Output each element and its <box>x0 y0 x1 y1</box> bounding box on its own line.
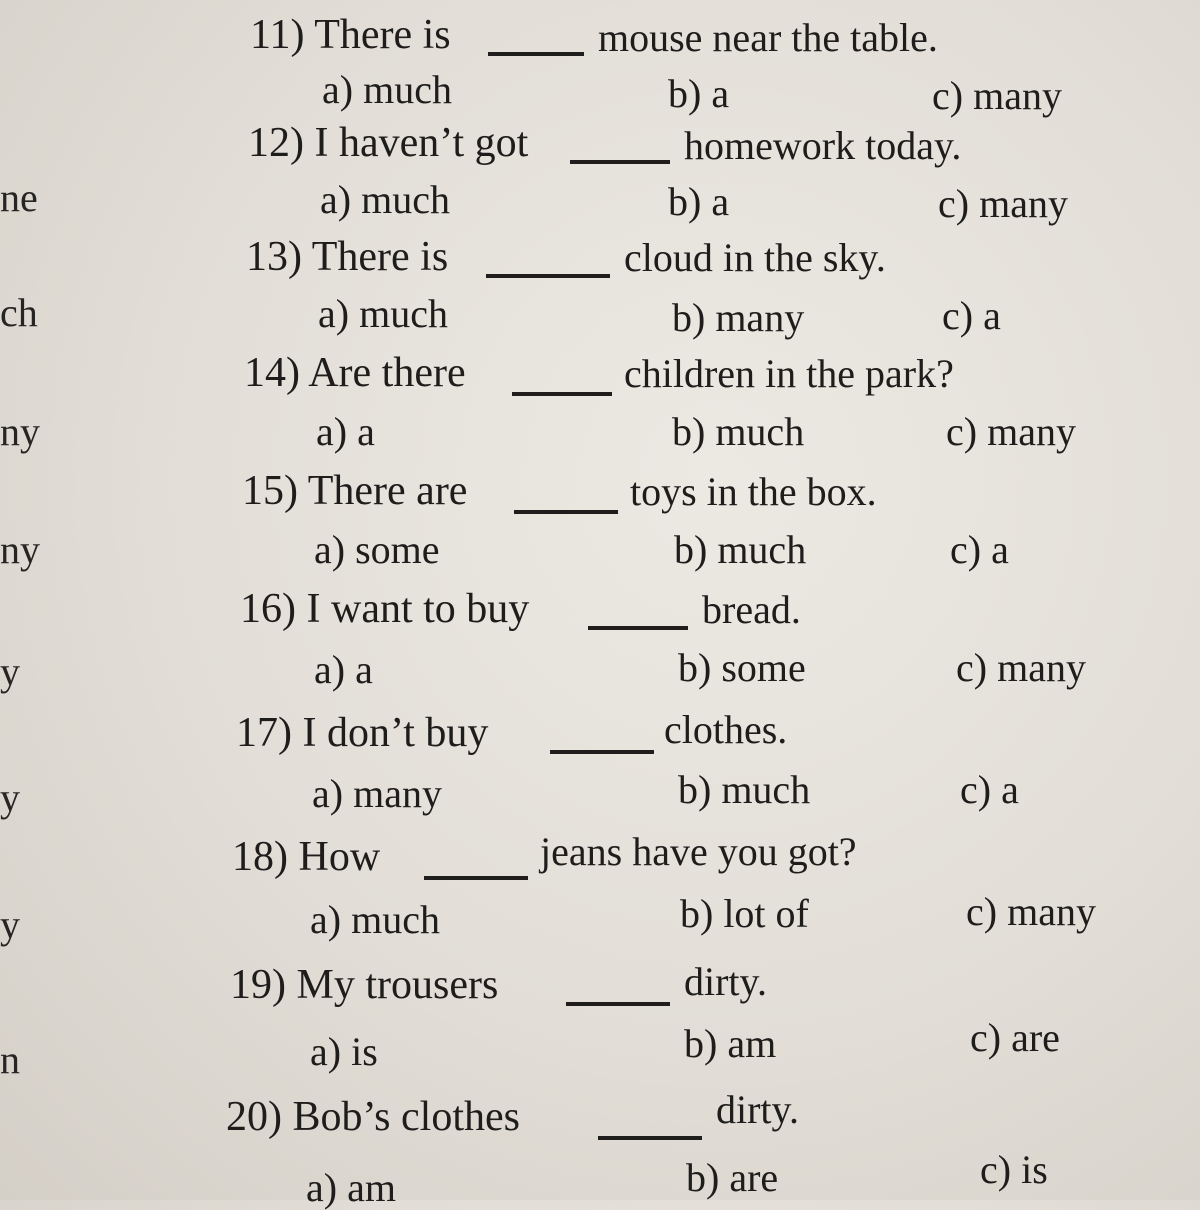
question-text: There is <box>311 234 449 280</box>
question-text: I don’t buy <box>302 710 489 756</box>
option-a[interactable]: a) some <box>314 527 440 572</box>
question-stem <box>226 1094 520 1140</box>
edge-fragment: ch <box>0 290 38 335</box>
question-stem <box>232 834 380 880</box>
question-number: 12) <box>248 120 304 166</box>
edge-fragment: ny <box>0 409 40 454</box>
option-b[interactable]: b) much <box>678 767 811 812</box>
option-a[interactable]: a) is <box>310 1029 378 1074</box>
answer-blank[interactable] <box>488 52 584 56</box>
question-text: There are <box>307 468 468 514</box>
question-text: My trousers <box>296 962 499 1008</box>
question-tail: children in the park? <box>624 351 954 396</box>
edge-fragment: y <box>0 649 20 694</box>
option-a[interactable]: a) am <box>306 1165 396 1210</box>
option-b[interactable]: b) much <box>674 527 807 572</box>
question-text: How <box>298 834 381 880</box>
edge-fragment: y <box>0 902 20 947</box>
edge-fragment: y <box>0 775 20 820</box>
option-a[interactable]: a) many <box>312 771 442 816</box>
option-a[interactable]: a) much <box>310 897 440 942</box>
option-b[interactable]: b) a <box>668 71 730 116</box>
question-stem <box>236 710 488 756</box>
question-tail: cloud in the sky. <box>624 235 886 280</box>
edge-fragment: ny <box>0 527 40 572</box>
question-stem <box>246 234 448 280</box>
question-stem <box>230 962 498 1008</box>
question-number: 14) <box>244 350 300 396</box>
question-stem <box>240 586 529 632</box>
option-b[interactable]: b) a <box>668 179 730 224</box>
question-text: I haven’t got <box>314 120 529 166</box>
answer-blank[interactable] <box>514 510 618 514</box>
question-tail: dirty. <box>716 1087 799 1132</box>
option-c[interactable]: c) many <box>966 889 1096 934</box>
option-b[interactable]: b) am <box>684 1021 777 1066</box>
option-c[interactable]: c) a <box>950 527 1009 572</box>
question-tail: toys in the box. <box>630 469 877 514</box>
option-a[interactable]: a) a <box>316 409 375 454</box>
question-tail: bread. <box>702 587 801 632</box>
question-stem <box>244 350 466 396</box>
option-c[interactable]: c) many <box>956 645 1086 690</box>
question-tail: dirty. <box>684 959 767 1004</box>
option-c[interactable]: c) many <box>946 409 1076 454</box>
question-tail: jeans have you got? <box>540 829 857 874</box>
answer-blank[interactable] <box>512 392 612 396</box>
question-text: Bob’s clothes <box>292 1094 520 1140</box>
question-text: There is <box>314 12 451 58</box>
question-number: 16) <box>240 586 296 632</box>
option-a[interactable]: a) much <box>320 177 450 222</box>
option-c[interactable]: c) a <box>942 293 1001 338</box>
question-tail: mouse near the table. <box>598 15 938 60</box>
option-c[interactable]: c) is <box>980 1147 1048 1192</box>
option-b[interactable]: b) much <box>672 409 805 454</box>
answer-blank[interactable] <box>424 876 528 880</box>
question-tail: homework today. <box>684 123 962 168</box>
option-c[interactable]: c) many <box>938 181 1068 226</box>
answer-blank[interactable] <box>588 626 688 630</box>
option-c[interactable]: c) a <box>960 767 1019 812</box>
option-b[interactable]: b) lot of <box>680 891 809 936</box>
option-a[interactable]: a) a <box>314 647 373 692</box>
question-text: I want to buy <box>306 586 530 632</box>
question-stem <box>248 120 528 166</box>
question-number: 11) <box>250 12 305 58</box>
answer-blank[interactable] <box>566 1002 670 1006</box>
edge-fragment: n <box>0 1037 20 1082</box>
question-stem <box>242 468 467 514</box>
answer-blank[interactable] <box>486 274 610 278</box>
question-tail: clothes. <box>664 707 788 752</box>
question-number: 19) <box>230 962 286 1008</box>
question-text: Are there <box>308 350 466 396</box>
edge-fragment: ne <box>0 175 38 220</box>
option-c[interactable]: c) are <box>970 1015 1060 1060</box>
answer-blank[interactable] <box>570 160 670 164</box>
question-number: 15) <box>242 468 298 514</box>
question-stem <box>250 12 451 58</box>
answer-blank[interactable] <box>598 1136 702 1140</box>
option-c[interactable]: c) many <box>932 73 1062 118</box>
option-a[interactable]: a) much <box>318 291 448 336</box>
question-number: 18) <box>232 834 288 880</box>
option-a[interactable]: a) much <box>322 67 452 112</box>
question-number: 13) <box>246 234 302 280</box>
option-b[interactable]: b) many <box>672 295 805 340</box>
option-b[interactable]: b) are <box>686 1155 779 1200</box>
answer-blank[interactable] <box>550 750 654 754</box>
option-b[interactable]: b) some <box>678 645 806 690</box>
question-number: 17) <box>236 710 292 756</box>
question-number: 20) <box>226 1094 282 1140</box>
